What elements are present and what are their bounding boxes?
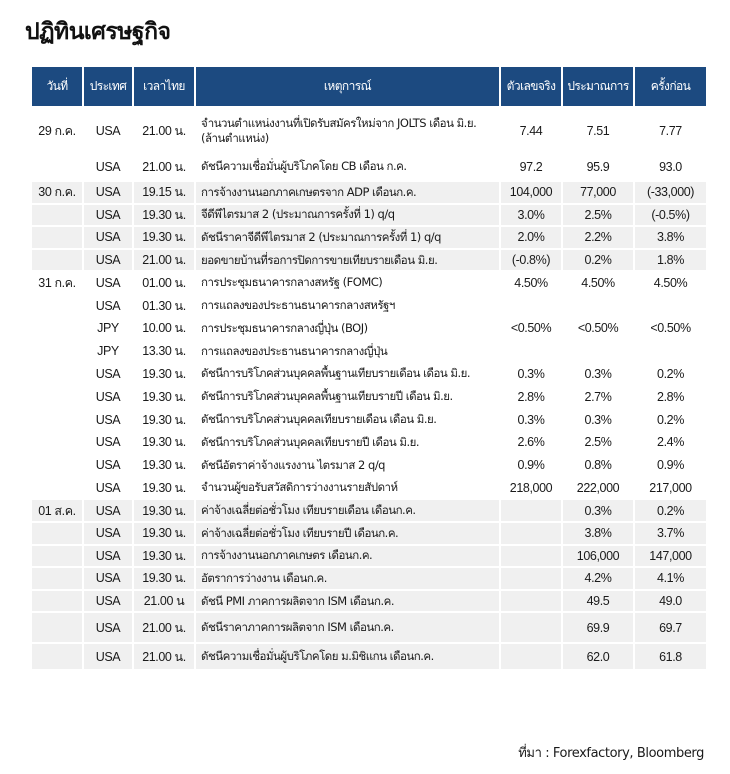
country-cell: USA: [84, 205, 134, 228]
event-cell: อัตราการว่างงาน เดือนก.ค.: [196, 568, 501, 591]
previous-cell: 217,000: [635, 478, 706, 501]
time-cell: 21.00 น.: [134, 250, 196, 273]
forecast-cell: 0.3%: [563, 409, 635, 432]
date-cell: [32, 613, 84, 644]
country-cell: USA: [84, 227, 134, 250]
country-cell: USA: [84, 295, 134, 318]
actual-cell: 2.0%: [501, 227, 563, 250]
event-cell: การประชุมธนาคารกลางสหรัฐ (FOMC): [196, 272, 501, 295]
previous-cell: 93.0: [635, 153, 706, 182]
country-cell: USA: [84, 386, 134, 409]
date-cell: [32, 409, 84, 432]
table-row: [32, 455, 706, 478]
country-cell: USA: [84, 500, 134, 523]
header-previous: ครั้งก่อน: [635, 67, 706, 110]
event-cell: จีดีพีไตรมาส 2 (ประมาณการครั้งที่ 1) q/q: [196, 205, 501, 228]
actual-cell: <0.50%: [501, 318, 563, 341]
economic-calendar-table: [32, 67, 706, 671]
time-cell: 19.30 น.: [134, 364, 196, 387]
forecast-cell: 49.5: [563, 591, 635, 614]
table-row: [32, 478, 706, 501]
country-cell: JPY: [84, 318, 134, 341]
time-cell: 19.30 น.: [134, 386, 196, 409]
forecast-cell: 7.51: [563, 110, 635, 153]
event-cell: การจ้างงานนอกภาคเกษตรจาก ADP เดือนก.ค.: [196, 182, 501, 205]
header-event: เหตุการณ์: [196, 67, 501, 110]
country-cell: USA: [84, 546, 134, 569]
time-cell: 19.15 น.: [134, 182, 196, 205]
table-row: [32, 523, 706, 546]
previous-cell: 2.4%: [635, 432, 706, 455]
time-cell: 19.30 น.: [134, 432, 196, 455]
previous-cell: 3.7%: [635, 523, 706, 546]
country-cell: USA: [84, 364, 134, 387]
previous-cell: [635, 341, 706, 364]
actual-cell: 218,000: [501, 478, 563, 501]
previous-cell: 69.7: [635, 613, 706, 644]
forecast-cell: 222,000: [563, 478, 635, 501]
date-cell: [32, 591, 84, 614]
time-cell: 10.00 น.: [134, 318, 196, 341]
actual-cell: [501, 568, 563, 591]
previous-cell: (-0.5%): [635, 205, 706, 228]
previous-cell: 61.8: [635, 644, 706, 671]
previous-cell: 0.2%: [635, 364, 706, 387]
forecast-cell: [563, 341, 635, 364]
event-cell: ดัชนีราคาภาคการผลิตจาก ISM เดือนก.ค.: [196, 613, 501, 644]
actual-cell: 7.44: [501, 110, 563, 153]
forecast-cell: 2.5%: [563, 432, 635, 455]
actual-cell: 97.2: [501, 153, 563, 182]
date-cell: [32, 546, 84, 569]
actual-cell: [501, 500, 563, 523]
actual-cell: 0.3%: [501, 409, 563, 432]
forecast-cell: 2.5%: [563, 205, 635, 228]
actual-cell: [501, 341, 563, 364]
forecast-cell: 4.2%: [563, 568, 635, 591]
table-row: [32, 591, 706, 614]
time-cell: 19.30 น.: [134, 455, 196, 478]
time-cell: 21.00 น.: [134, 644, 196, 671]
time-cell: 19.30 น.: [134, 478, 196, 501]
country-cell: USA: [84, 644, 134, 671]
date-cell: 29 ก.ค.: [32, 110, 84, 153]
table-row: [32, 432, 706, 455]
date-cell: [32, 364, 84, 387]
time-cell: 01.30 น.: [134, 295, 196, 318]
previous-cell: [635, 295, 706, 318]
country-cell: USA: [84, 568, 134, 591]
country-cell: USA: [84, 272, 134, 295]
country-cell: USA: [84, 110, 134, 153]
forecast-cell: 3.8%: [563, 523, 635, 546]
event-cell: ดัชนีการบริโภคส่วนบุคคลพื้นฐานเทียบรายเดือน เดือน มิ.ย.: [196, 364, 501, 387]
previous-cell: 7.77: [635, 110, 706, 153]
source-note: ที่มา : Forexfactory, Bloomberg: [518, 746, 704, 761]
page-title: ปฏิทินเศรษฐกิจ: [25, 19, 171, 45]
actual-cell: [501, 523, 563, 546]
time-cell: 01.00 น.: [134, 272, 196, 295]
forecast-cell: 0.8%: [563, 455, 635, 478]
forecast-cell: 62.0: [563, 644, 635, 671]
table-row: [32, 295, 706, 318]
date-cell: [32, 386, 84, 409]
event-cell: การประชุมธนาคารกลางญี่ปุ่น (BOJ): [196, 318, 501, 341]
table-row: [32, 386, 706, 409]
country-cell: USA: [84, 523, 134, 546]
previous-cell: 147,000: [635, 546, 706, 569]
actual-cell: [501, 546, 563, 569]
forecast-cell: [563, 295, 635, 318]
event-cell: ดัชนีอัตราค่าจ้างแรงงาน ไตรมาส 2 q/q: [196, 455, 501, 478]
previous-cell: 0.2%: [635, 500, 706, 523]
country-cell: USA: [84, 432, 134, 455]
time-cell: 19.30 น.: [134, 500, 196, 523]
table-row: [32, 644, 706, 671]
time-cell: 19.30 น.: [134, 568, 196, 591]
previous-cell: (-33,000): [635, 182, 706, 205]
header-time: เวลาไทย: [134, 67, 196, 110]
date-cell: [32, 318, 84, 341]
header-date: วันที่: [32, 67, 84, 110]
forecast-cell: 0.3%: [563, 500, 635, 523]
table-row: [32, 110, 706, 153]
table-row: [32, 568, 706, 591]
forecast-cell: 95.9: [563, 153, 635, 182]
table-row: [32, 500, 706, 523]
actual-cell: 2.6%: [501, 432, 563, 455]
date-cell: 01 ส.ค.: [32, 500, 84, 523]
event-cell: ดัชนีความเชื่อมั่นผู้บริโภคโดย CB เดือน ก.ค.: [196, 153, 501, 182]
event-cell: ค่าจ้างเฉลี่ยต่อชั่วโมง เทียบรายปี เดือนก.ค.: [196, 523, 501, 546]
country-cell: USA: [84, 409, 134, 432]
table-row: [32, 341, 706, 364]
table-row: [32, 182, 706, 205]
date-cell: [32, 568, 84, 591]
previous-cell: 0.9%: [635, 455, 706, 478]
time-cell: 21.00 น.: [134, 110, 196, 153]
country-cell: JPY: [84, 341, 134, 364]
forecast-cell: 2.2%: [563, 227, 635, 250]
actual-cell: 0.3%: [501, 364, 563, 387]
event-cell: ยอดขายบ้านที่รอการปิดการขายเทียบรายเดือน มิ.ย.: [196, 250, 501, 273]
actual-cell: (-0.8%): [501, 250, 563, 273]
previous-cell: 1.8%: [635, 250, 706, 273]
table-row: [32, 227, 706, 250]
forecast-cell: 106,000: [563, 546, 635, 569]
previous-cell: 49.0: [635, 591, 706, 614]
actual-cell: 2.8%: [501, 386, 563, 409]
date-cell: [32, 205, 84, 228]
actual-cell: [501, 295, 563, 318]
event-cell: ดัชนีการบริโภคส่วนบุคคลเทียบรายปี เดือน มิ.ย.: [196, 432, 501, 455]
country-cell: USA: [84, 455, 134, 478]
time-cell: 21.00 น.: [134, 613, 196, 644]
forecast-cell: <0.50%: [563, 318, 635, 341]
country-cell: USA: [84, 591, 134, 614]
date-cell: [32, 227, 84, 250]
table-row: [32, 546, 706, 569]
table-row: [32, 318, 706, 341]
date-cell: [32, 432, 84, 455]
event-cell: การแถลงของประธานธนาคารกลางญี่ปุ่น: [196, 341, 501, 364]
date-cell: [32, 455, 84, 478]
date-cell: [32, 523, 84, 546]
table-row: [32, 250, 706, 273]
time-cell: 13.30 น.: [134, 341, 196, 364]
event-cell: ดัชนีราคาจีดีพีไตรมาส 2 (ประมาณการครั้งที่ 1) q/q: [196, 227, 501, 250]
previous-cell: 4.50%: [635, 272, 706, 295]
event-cell: ดัชนีการบริโภคส่วนบุคคลเทียบรายเดือน เดือน มิ.ย.: [196, 409, 501, 432]
table-row: [32, 409, 706, 432]
date-cell: 31 ก.ค.: [32, 272, 84, 295]
date-cell: [32, 153, 84, 182]
country-cell: USA: [84, 478, 134, 501]
table-row: [32, 364, 706, 387]
event-cell: ดัชนีความเชื่อมั่นผู้บริโภคโดย ม.มิชิแกน เดือนก.ค.: [196, 644, 501, 671]
forecast-cell: 0.3%: [563, 364, 635, 387]
time-cell: 19.30 น.: [134, 523, 196, 546]
previous-cell: 3.8%: [635, 227, 706, 250]
actual-cell: 4.50%: [501, 272, 563, 295]
event-cell: ค่าจ้างเฉลี่ยต่อชั่วโมง เทียบรายเดือน เดือนก.ค.: [196, 500, 501, 523]
forecast-cell: 77,000: [563, 182, 635, 205]
table-row: [32, 205, 706, 228]
event-cell: ดัชนีการบริโภคส่วนบุคคลพื้นฐานเทียบรายปี เดือน มิ.ย.: [196, 386, 501, 409]
actual-cell: [501, 591, 563, 614]
time-cell: 21.00 น.: [134, 153, 196, 182]
country-cell: USA: [84, 153, 134, 182]
forecast-cell: 0.2%: [563, 250, 635, 273]
table-row: [32, 272, 706, 295]
event-cell: จำนวนตำแหน่งงานที่เปิดรับสมัครใหม่จาก JOLTS เดือน มิ.ย. (ล้านตำแหน่ง): [196, 110, 501, 153]
header-actual: ตัวเลขจริง: [501, 67, 563, 110]
header-forecast: ประมาณการ: [563, 67, 635, 110]
forecast-cell: 2.7%: [563, 386, 635, 409]
date-cell: [32, 250, 84, 273]
previous-cell: <0.50%: [635, 318, 706, 341]
event-cell: ดัชนี PMI ภาคการผลิตจาก ISM เดือนก.ค.: [196, 591, 501, 614]
country-cell: USA: [84, 182, 134, 205]
event-cell: จำนวนผู้ขอรับสวัสดิการว่างงานรายสัปดาห์: [196, 478, 501, 501]
event-cell: การแถลงของประธานธนาคารกลางสหรัฐฯ: [196, 295, 501, 318]
previous-cell: 4.1%: [635, 568, 706, 591]
actual-cell: 104,000: [501, 182, 563, 205]
date-cell: [32, 644, 84, 671]
actual-cell: 0.9%: [501, 455, 563, 478]
date-cell: 30 ก.ค.: [32, 182, 84, 205]
forecast-cell: 4.50%: [563, 272, 635, 295]
time-cell: 19.30 น.: [134, 409, 196, 432]
country-cell: USA: [84, 613, 134, 644]
forecast-cell: 69.9: [563, 613, 635, 644]
date-cell: [32, 295, 84, 318]
previous-cell: 0.2%: [635, 409, 706, 432]
table-row: [32, 613, 706, 644]
time-cell: 19.30 น.: [134, 205, 196, 228]
actual-cell: [501, 644, 563, 671]
table-row: [32, 153, 706, 182]
date-cell: [32, 478, 84, 501]
date-cell: [32, 341, 84, 364]
actual-cell: [501, 613, 563, 644]
time-cell: 19.30 น.: [134, 227, 196, 250]
event-cell: การจ้างงานนอกภาคเกษตร เดือนก.ค.: [196, 546, 501, 569]
table-body: [32, 110, 706, 671]
time-cell: 21.00 น: [134, 591, 196, 614]
previous-cell: 2.8%: [635, 386, 706, 409]
time-cell: 19.30 น.: [134, 546, 196, 569]
country-cell: USA: [84, 250, 134, 273]
table-header-row: [32, 67, 706, 110]
actual-cell: 3.0%: [501, 205, 563, 228]
header-country: ประเทศ: [84, 67, 134, 110]
